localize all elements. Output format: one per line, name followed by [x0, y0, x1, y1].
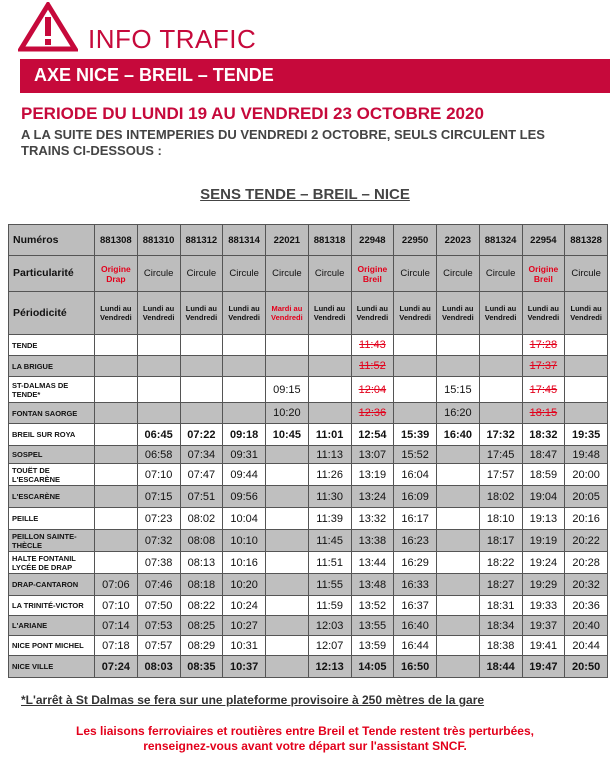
- train-number-cell: 22950: [394, 225, 437, 256]
- departure-time: 08:35: [180, 656, 223, 678]
- train-particularity-cell: Circule: [565, 256, 608, 292]
- departure-time: 19:24: [522, 552, 565, 574]
- departure-time: [394, 356, 437, 377]
- station-name: L'ESCARÈNE: [9, 486, 95, 508]
- station-name: HALTE FONTANIL LYCÉE DE DRAP: [9, 552, 95, 574]
- departure-time: [137, 403, 180, 424]
- train-periodicity-cell: Lundi au Vendredi: [437, 292, 480, 335]
- departure-time: [266, 464, 309, 486]
- departure-time: 08:03: [137, 656, 180, 678]
- departure-time: 11:43: [351, 335, 394, 356]
- departure-time: 13:32: [351, 508, 394, 530]
- departure-time: [308, 403, 351, 424]
- train-periodicity-cell: Lundi au Vendredi: [394, 292, 437, 335]
- departure-time: 07:10: [137, 464, 180, 486]
- departure-time: 11:52: [351, 356, 394, 377]
- station-name: DRAP-CANTARON: [9, 574, 95, 596]
- departure-time: 16:20: [437, 403, 480, 424]
- departure-time: 11:26: [308, 464, 351, 486]
- train-periodicity-cell: Lundi au Vendredi: [565, 292, 608, 335]
- station-name: BREIL SUR ROYA: [9, 424, 95, 446]
- departure-time: [95, 464, 138, 486]
- station-name: L'ARIANE: [9, 616, 95, 636]
- departure-time: [266, 446, 309, 464]
- departure-time: 06:45: [137, 424, 180, 446]
- departure-time: 10:10: [223, 530, 266, 552]
- departure-time: 19:41: [522, 636, 565, 656]
- departure-time: 20:36: [565, 596, 608, 616]
- departure-time: [266, 486, 309, 508]
- departure-time: 15:52: [394, 446, 437, 464]
- train-periodicity-cell: Lundi au Vendredi: [351, 292, 394, 335]
- train-number-cell: 22948: [351, 225, 394, 256]
- departure-time: 17:45: [522, 377, 565, 403]
- departure-time: 09:18: [223, 424, 266, 446]
- notice-line-2: TRAINS CI-DESSOUS :: [21, 143, 162, 158]
- station-name: FONTAN SAORGE: [9, 403, 95, 424]
- departure-time: 11:55: [308, 574, 351, 596]
- departure-time: 10:27: [223, 616, 266, 636]
- departure-time: [437, 508, 480, 530]
- departure-time: 11:45: [308, 530, 351, 552]
- departure-time: [266, 616, 309, 636]
- departure-time: 20:00: [565, 464, 608, 486]
- station-name: TOUËT DE L'ESCARÈNE: [9, 464, 95, 486]
- departure-time: 18:34: [479, 616, 522, 636]
- departure-time: 12:03: [308, 616, 351, 636]
- departure-time: [479, 356, 522, 377]
- departure-time: 19:48: [565, 446, 608, 464]
- train-particularity-cell: Circule: [223, 256, 266, 292]
- departure-time: 17:57: [479, 464, 522, 486]
- departure-time: 16:04: [394, 464, 437, 486]
- station-name: PEILLE: [9, 508, 95, 530]
- train-particularity-cell: Circule: [180, 256, 223, 292]
- departure-time: 10:20: [223, 574, 266, 596]
- departure-time: 11:01: [308, 424, 351, 446]
- particularity-row: [9, 256, 608, 292]
- departure-time: 12:36: [351, 403, 394, 424]
- departure-time: [479, 403, 522, 424]
- departure-time: [437, 656, 480, 678]
- departure-time: 10:37: [223, 656, 266, 678]
- departure-time: [137, 356, 180, 377]
- train-numbers-row: [9, 225, 608, 256]
- departure-time: [394, 377, 437, 403]
- departure-time: 13:48: [351, 574, 394, 596]
- departure-time: 13:24: [351, 486, 394, 508]
- station-name: TENDE: [9, 335, 95, 356]
- station-row: [9, 616, 608, 636]
- station-name: ST-DALMAS DE TENDE*: [9, 377, 95, 403]
- departure-time: 11:30: [308, 486, 351, 508]
- departure-time: [266, 636, 309, 656]
- departure-time: 19:33: [522, 596, 565, 616]
- row-label: Périodicité: [9, 292, 95, 335]
- train-number-cell: 22023: [437, 225, 480, 256]
- train-particularity-cell: Origine Breil: [522, 256, 565, 292]
- train-periodicity-cell: Lundi au Vendredi: [223, 292, 266, 335]
- station-row: [9, 335, 608, 356]
- departure-time: 08:08: [180, 530, 223, 552]
- train-periodicity-cell: Lundi au Vendredi: [137, 292, 180, 335]
- departure-time: 20:44: [565, 636, 608, 656]
- departure-time: 16:44: [394, 636, 437, 656]
- station-row: [9, 377, 608, 403]
- departure-time: [223, 377, 266, 403]
- warning-line-1: Les liaisons ferroviaires et routières entre Breil et Tende restent très perturbées,: [76, 724, 534, 738]
- period-heading: PERIODE DU LUNDI 19 AU VENDREDI 23 OCTOBRE 2020: [21, 104, 484, 123]
- station-name: NICE PONT MICHEL: [9, 636, 95, 656]
- departure-time: [437, 446, 480, 464]
- station-name: LA TRINITÉ-VICTOR: [9, 596, 95, 616]
- train-number-cell: 22954: [522, 225, 565, 256]
- departure-time: [266, 574, 309, 596]
- station-name: PEILLON SAINTE-THÈCLE: [9, 530, 95, 552]
- departure-time: 06:58: [137, 446, 180, 464]
- departure-time: 12:13: [308, 656, 351, 678]
- departure-time: 07:50: [137, 596, 180, 616]
- departure-time: 18:59: [522, 464, 565, 486]
- page-title: INFO TRAFIC: [88, 24, 257, 54]
- departure-time: 18:44: [479, 656, 522, 678]
- departure-time: 20:50: [565, 656, 608, 678]
- departure-time: 18:47: [522, 446, 565, 464]
- train-number-cell: 881314: [223, 225, 266, 256]
- train-number-cell: 881310: [137, 225, 180, 256]
- departure-time: [565, 403, 608, 424]
- station-row: [9, 446, 608, 464]
- departure-time: [95, 335, 138, 356]
- departure-time: [437, 464, 480, 486]
- departure-time: 20:40: [565, 616, 608, 636]
- departure-time: 10:24: [223, 596, 266, 616]
- train-particularity-cell: Origine Breil: [351, 256, 394, 292]
- departure-time: 16:17: [394, 508, 437, 530]
- departure-time: 20:16: [565, 508, 608, 530]
- departure-time: 07:47: [180, 464, 223, 486]
- disruption-warning: [0, 724, 610, 754]
- departure-time: [266, 508, 309, 530]
- station-name: NICE VILLE: [9, 656, 95, 678]
- page-header: [0, 0, 610, 56]
- train-particularity-cell: Circule: [394, 256, 437, 292]
- departure-time: 13:52: [351, 596, 394, 616]
- departure-time: [479, 335, 522, 356]
- departure-time: 12:07: [308, 636, 351, 656]
- departure-time: 16:50: [394, 656, 437, 678]
- departure-time: [95, 377, 138, 403]
- station-row: [9, 574, 608, 596]
- departure-time: [266, 530, 309, 552]
- departure-time: 07:53: [137, 616, 180, 636]
- departure-time: 12:04: [351, 377, 394, 403]
- train-periodicity-cell: Lundi au Vendredi: [95, 292, 138, 335]
- train-periodicity-cell: Lundi au Vendredi: [522, 292, 565, 335]
- departure-time: [437, 356, 480, 377]
- station-row: [9, 424, 608, 446]
- station-row: [9, 356, 608, 377]
- departure-time: 20:32: [565, 574, 608, 596]
- departure-time: [95, 552, 138, 574]
- departure-time: 19:35: [565, 424, 608, 446]
- departure-time: [266, 552, 309, 574]
- departure-time: 07:46: [137, 574, 180, 596]
- departure-time: 12:54: [351, 424, 394, 446]
- departure-time: 11:59: [308, 596, 351, 616]
- departure-time: 07:24: [95, 656, 138, 678]
- departure-time: 16:23: [394, 530, 437, 552]
- notice-line-1: A LA SUITE DES INTEMPERIES DU VENDREDI 2 OCTOBRE, SEULS CIRCULENT LES: [21, 127, 545, 142]
- departure-time: 11:13: [308, 446, 351, 464]
- line-banner: [20, 59, 610, 93]
- departure-time: 17:37: [522, 356, 565, 377]
- departure-time: [95, 530, 138, 552]
- station-row: [9, 508, 608, 530]
- train-number-cell: 881328: [565, 225, 608, 256]
- departure-time: 08:25: [180, 616, 223, 636]
- station-row: [9, 403, 608, 424]
- footnote: *L'arrêt à St Dalmas se fera sur une plateforme provisoire à 250 mètres de la gare: [21, 693, 485, 707]
- train-particularity-cell: Circule: [308, 256, 351, 292]
- departure-time: 18:38: [479, 636, 522, 656]
- timetable: [8, 224, 608, 678]
- departure-time: 09:44: [223, 464, 266, 486]
- departure-time: 17:45: [479, 446, 522, 464]
- departure-time: 19:04: [522, 486, 565, 508]
- departure-time: 07:15: [137, 486, 180, 508]
- notice-text: [21, 127, 601, 159]
- departure-time: [95, 356, 138, 377]
- departure-time: 09:31: [223, 446, 266, 464]
- departure-time: 17:32: [479, 424, 522, 446]
- train-particularity-cell: Circule: [266, 256, 309, 292]
- departure-time: [137, 335, 180, 356]
- train-number-cell: 881308: [95, 225, 138, 256]
- departure-time: 16:37: [394, 596, 437, 616]
- departure-time: 19:47: [522, 656, 565, 678]
- departure-time: 11:39: [308, 508, 351, 530]
- departure-time: 16:40: [437, 424, 480, 446]
- departure-time: 13:55: [351, 616, 394, 636]
- train-number-cell: 881318: [308, 225, 351, 256]
- departure-time: 10:45: [266, 424, 309, 446]
- direction-heading: [0, 186, 610, 203]
- station-name: LA BRIGUE: [9, 356, 95, 377]
- departure-time: [95, 424, 138, 446]
- departure-time: 18:32: [522, 424, 565, 446]
- departure-time: 10:31: [223, 636, 266, 656]
- departure-time: 17:28: [522, 335, 565, 356]
- departure-time: 07:32: [137, 530, 180, 552]
- departure-time: 18:15: [522, 403, 565, 424]
- departure-time: [308, 377, 351, 403]
- departure-time: 10:04: [223, 508, 266, 530]
- departure-time: [266, 596, 309, 616]
- departure-time: 08:29: [180, 636, 223, 656]
- station-row: [9, 636, 608, 656]
- departure-time: 08:02: [180, 508, 223, 530]
- departure-time: 08:18: [180, 574, 223, 596]
- row-label: Numéros: [9, 225, 95, 256]
- periodicity-row: [9, 292, 608, 335]
- departure-time: [95, 508, 138, 530]
- departure-time: 19:37: [522, 616, 565, 636]
- station-name: SOSPEL: [9, 446, 95, 464]
- station-row: [9, 486, 608, 508]
- departure-time: 19:13: [522, 508, 565, 530]
- train-number-cell: 881312: [180, 225, 223, 256]
- departure-time: 13:59: [351, 636, 394, 656]
- departure-time: 10:20: [266, 403, 309, 424]
- departure-time: 13:44: [351, 552, 394, 574]
- departure-time: 07:38: [137, 552, 180, 574]
- departure-time: 15:15: [437, 377, 480, 403]
- departure-time: 08:22: [180, 596, 223, 616]
- departure-time: 07:51: [180, 486, 223, 508]
- departure-time: [437, 486, 480, 508]
- departure-time: [95, 486, 138, 508]
- departure-time: 13:19: [351, 464, 394, 486]
- departure-time: 07:23: [137, 508, 180, 530]
- departure-time: 16:33: [394, 574, 437, 596]
- departure-time: 07:34: [180, 446, 223, 464]
- departure-time: 20:28: [565, 552, 608, 574]
- departure-time: [437, 552, 480, 574]
- departure-time: 16:09: [394, 486, 437, 508]
- departure-time: 16:40: [394, 616, 437, 636]
- departure-time: 11:51: [308, 552, 351, 574]
- departure-time: 09:56: [223, 486, 266, 508]
- departure-time: 07:22: [180, 424, 223, 446]
- train-periodicity-cell: Lundi au Vendredi: [180, 292, 223, 335]
- train-particularity-cell: Circule: [479, 256, 522, 292]
- row-label: Particularité: [9, 256, 95, 292]
- departure-time: [565, 356, 608, 377]
- departure-time: 07:57: [137, 636, 180, 656]
- departure-time: 08:13: [180, 552, 223, 574]
- departure-time: 20:22: [565, 530, 608, 552]
- departure-time: [137, 377, 180, 403]
- departure-time: [394, 403, 437, 424]
- departure-time: [437, 636, 480, 656]
- departure-time: 18:22: [479, 552, 522, 574]
- train-particularity-cell: Origine Drap: [95, 256, 138, 292]
- train-number-cell: 881324: [479, 225, 522, 256]
- departure-time: 19:19: [522, 530, 565, 552]
- departure-time: 13:07: [351, 446, 394, 464]
- station-row: [9, 596, 608, 616]
- departure-time: [565, 335, 608, 356]
- departure-time: 18:02: [479, 486, 522, 508]
- departure-time: 18:10: [479, 508, 522, 530]
- departure-time: [266, 356, 309, 377]
- departure-time: [180, 335, 223, 356]
- departure-time: 07:06: [95, 574, 138, 596]
- train-periodicity-cell: Mardi au Vendredi: [266, 292, 309, 335]
- departure-time: [437, 530, 480, 552]
- banner-title: AXE NICE – BREIL – TENDE: [34, 65, 274, 85]
- departure-time: [565, 377, 608, 403]
- departure-time: 18:27: [479, 574, 522, 596]
- train-number-cell: 22021: [266, 225, 309, 256]
- train-particularity-cell: Circule: [437, 256, 480, 292]
- departure-time: [266, 335, 309, 356]
- departure-time: [223, 403, 266, 424]
- departure-time: 16:29: [394, 552, 437, 574]
- station-row: [9, 552, 608, 574]
- departure-time: 13:38: [351, 530, 394, 552]
- departure-time: 07:14: [95, 616, 138, 636]
- departure-time: 14:05: [351, 656, 394, 678]
- departure-time: 07:18: [95, 636, 138, 656]
- departure-time: [394, 335, 437, 356]
- departure-time: 07:10: [95, 596, 138, 616]
- station-row: [9, 530, 608, 552]
- departure-time: [437, 596, 480, 616]
- departure-time: 19:29: [522, 574, 565, 596]
- station-row: [9, 464, 608, 486]
- train-periodicity-cell: Lundi au Vendredi: [479, 292, 522, 335]
- departure-time: [223, 356, 266, 377]
- warning-triangle-icon: [18, 2, 78, 52]
- departure-time: [308, 356, 351, 377]
- departure-time: [223, 335, 266, 356]
- departure-time: [479, 377, 522, 403]
- departure-time: [437, 574, 480, 596]
- train-periodicity-cell: Lundi au Vendredi: [308, 292, 351, 335]
- departure-time: [180, 403, 223, 424]
- departure-time: 20:05: [565, 486, 608, 508]
- departure-time: [180, 377, 223, 403]
- departure-time: 10:16: [223, 552, 266, 574]
- departure-time: 18:31: [479, 596, 522, 616]
- departure-time: [95, 446, 138, 464]
- departure-time: [266, 656, 309, 678]
- departure-time: 09:15: [266, 377, 309, 403]
- station-row: [9, 656, 608, 678]
- departure-time: [180, 356, 223, 377]
- train-particularity-cell: Circule: [137, 256, 180, 292]
- departure-time: 15:39: [394, 424, 437, 446]
- direction-label: SENS TENDE – BREIL – NICE: [200, 186, 410, 203]
- departure-time: [95, 403, 138, 424]
- departure-time: 18:17: [479, 530, 522, 552]
- departure-time: [437, 616, 480, 636]
- warning-line-2: renseignez-vous avant votre départ sur l'assistant SNCF.: [143, 739, 467, 753]
- departure-time: [437, 335, 480, 356]
- departure-time: [308, 335, 351, 356]
